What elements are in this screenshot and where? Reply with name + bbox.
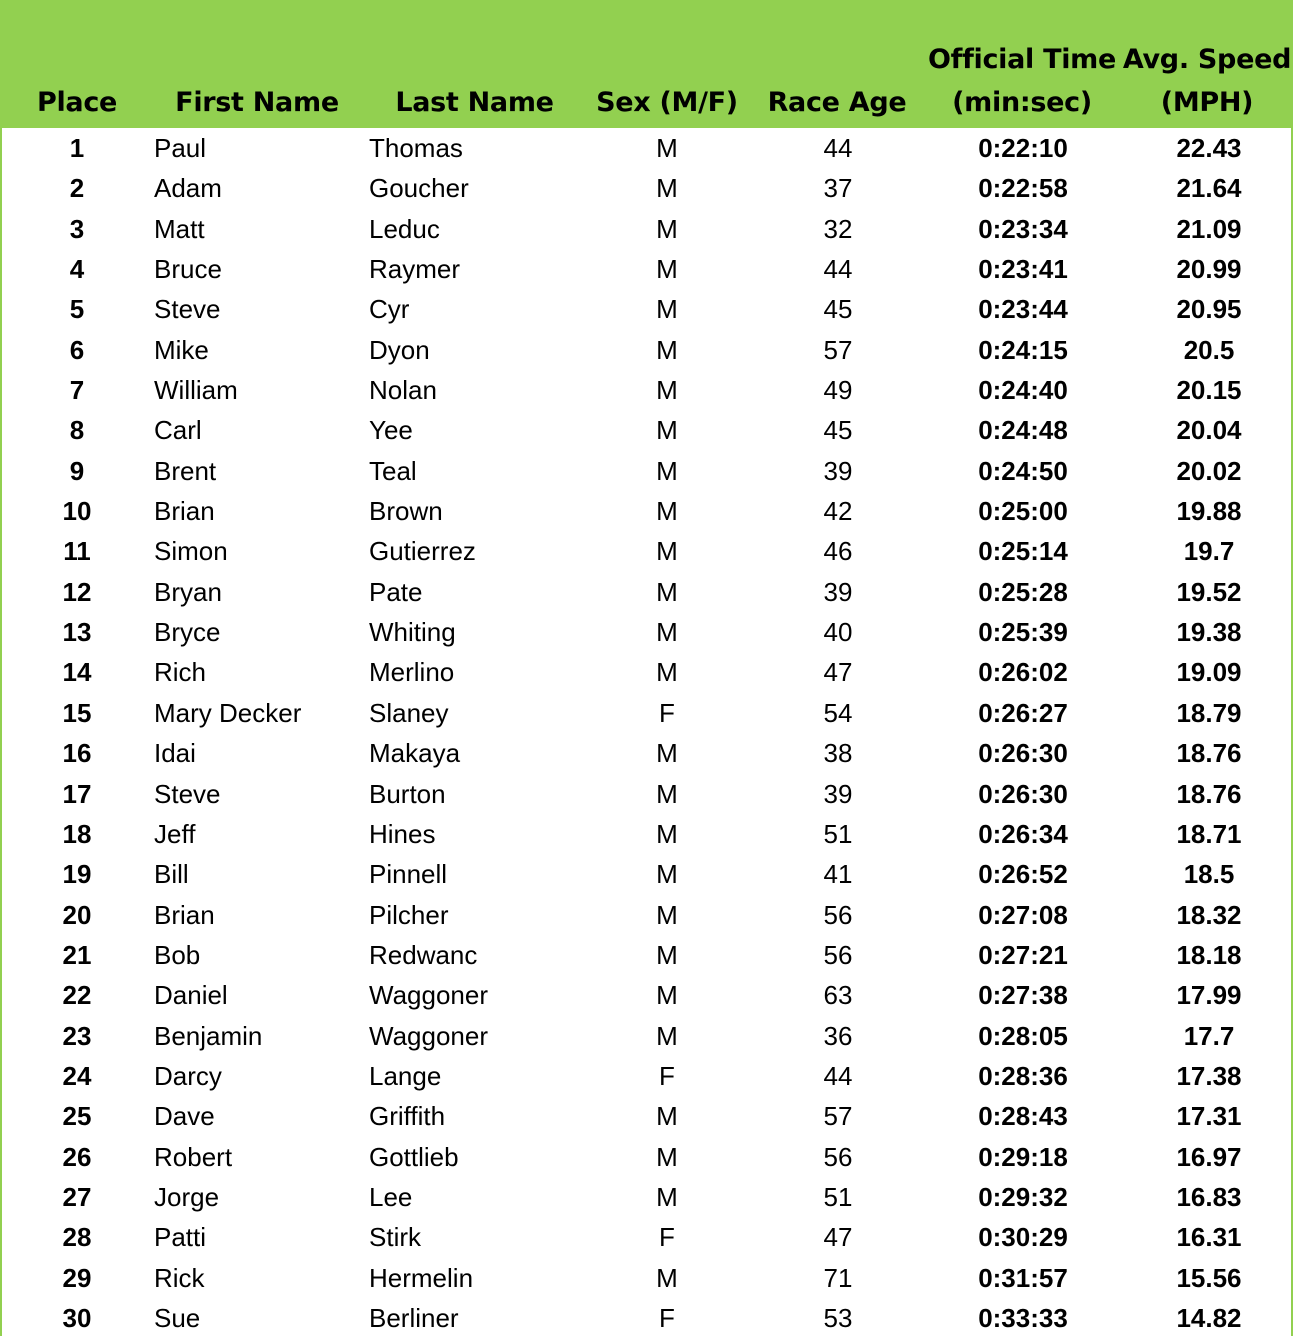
avg-speed-cell: 18.71 — [1176, 818, 1242, 849]
race-age-cell: 40 — [823, 617, 853, 648]
avg-speed-cell: 16.83 — [1176, 1181, 1242, 1212]
place-cell: 29 — [62, 1262, 92, 1293]
sex-cell: M — [656, 1101, 678, 1132]
official-time-cell: 0:27:38 — [978, 980, 1068, 1011]
table-row — [2, 612, 1293, 652]
first-name-cell: Steve — [154, 294, 221, 325]
first-name-cell: Bryan — [154, 576, 222, 607]
sex-cell: M — [656, 375, 678, 406]
avg-speed-cell: 20.95 — [1176, 294, 1242, 325]
race-age-cell: 56 — [823, 939, 853, 970]
last-name-cell: Gottlieb — [369, 1141, 459, 1172]
last-name-cell: Waggoner — [369, 980, 488, 1011]
first-name-cell: Rick — [154, 1262, 205, 1293]
avg-speed-cell: 15.56 — [1176, 1262, 1242, 1293]
official-time-cell: 0:22:58 — [978, 173, 1068, 204]
official-time-cell: 0:26:02 — [978, 657, 1068, 688]
sex-cell: M — [656, 173, 678, 204]
column-header-avg-speed: Avg. Speed (MPH) — [1122, 44, 1292, 118]
avg-speed-cell: 19.38 — [1176, 617, 1242, 648]
place-cell: 20 — [62, 899, 92, 930]
official-time-cell: 0:26:34 — [978, 818, 1068, 849]
last-name-cell: Merlino — [369, 657, 455, 688]
first-name-cell: Dave — [154, 1101, 215, 1132]
last-name-cell: Hines — [369, 818, 436, 849]
official-time-cell: 0:33:33 — [978, 1302, 1068, 1333]
avg-speed-cell: 18.76 — [1176, 738, 1242, 769]
table-row — [2, 1137, 1293, 1177]
official-time-cell: 0:24:40 — [978, 375, 1068, 406]
official-time-cell: 0:23:44 — [978, 294, 1068, 325]
place-cell: 16 — [62, 738, 92, 769]
sex-cell: M — [656, 859, 678, 890]
official-time-cell: 0:26:30 — [978, 778, 1068, 809]
race-age-cell: 39 — [823, 576, 853, 607]
first-name-cell: William — [154, 375, 238, 406]
first-name-cell: Idai — [154, 738, 196, 769]
first-name-cell: Jeff — [154, 818, 196, 849]
first-name-cell: Darcy — [154, 1060, 222, 1091]
race-age-cell: 41 — [823, 859, 853, 890]
official-time-cell: 0:26:52 — [978, 859, 1068, 890]
table-row — [2, 895, 1293, 935]
official-time-cell: 0:26:30 — [978, 738, 1068, 769]
sex-cell: F — [659, 1302, 675, 1333]
last-name-cell: Raymer — [369, 254, 461, 285]
place-cell: 13 — [62, 617, 92, 648]
sex-cell: M — [656, 1181, 678, 1212]
place-cell: 22 — [62, 980, 92, 1011]
official-time-cell: 0:23:34 — [978, 213, 1068, 244]
first-name-cell: Adam — [154, 173, 222, 204]
official-time-cell: 0:24:50 — [978, 455, 1068, 486]
table-body — [2, 128, 1293, 1338]
race-age-cell: 45 — [823, 415, 853, 446]
avg-speed-cell: 16.97 — [1176, 1141, 1242, 1172]
table-row — [2, 330, 1293, 370]
last-name-cell: Goucher — [369, 173, 469, 204]
place-cell: 17 — [62, 778, 92, 809]
avg-speed-cell: 20.5 — [1183, 334, 1235, 365]
sex-cell: M — [656, 1020, 678, 1051]
place-cell: 10 — [62, 496, 92, 527]
table-row — [2, 975, 1293, 1015]
sex-cell: M — [656, 133, 678, 163]
official-time-cell: 0:24:15 — [978, 334, 1068, 365]
sex-cell: M — [656, 617, 678, 648]
first-name-cell: Mike — [154, 334, 209, 365]
last-name-cell: Yee — [369, 415, 413, 446]
race-age-cell: 44 — [823, 254, 853, 285]
race-age-cell: 49 — [823, 375, 853, 406]
place-cell: 2 — [69, 173, 85, 204]
sex-cell: M — [656, 334, 678, 365]
first-name-cell: Daniel — [154, 980, 228, 1011]
official-time-cell: 0:25:28 — [978, 576, 1068, 607]
avg-speed-cell: 21.09 — [1176, 213, 1242, 244]
sex-cell: M — [656, 294, 678, 325]
first-name-cell: Bob — [154, 939, 201, 970]
race-age-cell: 56 — [823, 1141, 853, 1172]
last-name-cell: Thomas — [369, 133, 463, 163]
column-header-last-name: Last Name — [395, 87, 554, 118]
official-time-cell: 0:25:39 — [978, 617, 1068, 648]
avg-speed-cell: 18.76 — [1176, 778, 1242, 809]
place-cell: 15 — [62, 697, 92, 728]
race-age-cell: 37 — [823, 173, 853, 204]
avg-speed-cell: 14.82 — [1176, 1302, 1242, 1333]
race-age-cell: 63 — [823, 980, 853, 1011]
place-cell: 26 — [62, 1141, 92, 1172]
sex-cell: M — [656, 899, 678, 930]
table-row — [2, 935, 1293, 975]
avg-speed-cell: 18.18 — [1176, 939, 1242, 970]
official-time-cell: 0:24:48 — [978, 415, 1068, 446]
official-time-cell: 0:29:18 — [978, 1141, 1068, 1172]
table-row — [2, 209, 1293, 249]
official-time-cell: 0:28:43 — [978, 1101, 1068, 1132]
last-name-cell: Brown — [369, 496, 443, 527]
last-name-cell: Pilcher — [369, 899, 449, 930]
place-cell: 4 — [69, 254, 85, 285]
place-cell: 3 — [69, 213, 85, 244]
table-row — [2, 168, 1293, 208]
race-age-cell: 44 — [823, 133, 853, 163]
sex-cell: M — [656, 738, 678, 769]
table-row — [2, 1258, 1293, 1298]
race-age-cell: 44 — [823, 1060, 853, 1091]
first-name-cell: Bill — [154, 859, 189, 890]
race-age-cell: 39 — [823, 455, 853, 486]
avg-speed-cell: 19.09 — [1176, 657, 1242, 688]
place-cell: 1 — [69, 133, 85, 163]
place-cell: 9 — [69, 455, 85, 486]
place-cell: 23 — [62, 1020, 92, 1051]
avg-speed-cell: 20.04 — [1176, 415, 1242, 446]
column-header-official-time: Official Time (min:sec) — [927, 44, 1117, 118]
last-name-cell: Redwanc — [369, 939, 478, 970]
sex-cell: M — [656, 1141, 678, 1172]
official-time-cell: 0:23:41 — [978, 254, 1068, 285]
last-name-cell: Waggoner — [369, 1020, 488, 1051]
place-cell: 8 — [69, 415, 85, 446]
first-name-cell: Brian — [154, 496, 215, 527]
official-time-cell: 0:28:05 — [978, 1020, 1068, 1051]
avg-speed-cell: 20.15 — [1176, 375, 1242, 406]
first-name-cell: Matt — [154, 213, 205, 244]
race-age-cell: 51 — [823, 1181, 853, 1212]
sex-cell: M — [656, 254, 678, 285]
place-cell: 12 — [62, 576, 92, 607]
table-row — [2, 289, 1293, 329]
official-time-cell: 0:28:36 — [978, 1060, 1068, 1091]
column-header-sex: Sex (M/F) — [596, 87, 738, 118]
place-cell: 21 — [62, 939, 92, 970]
table-row — [2, 652, 1293, 692]
table-row — [2, 451, 1293, 491]
first-name-cell: Benjamin — [154, 1020, 263, 1051]
race-age-cell: 57 — [823, 1101, 853, 1132]
first-name-cell: Bruce — [154, 254, 222, 285]
column-header-race-age: Race Age — [767, 87, 907, 118]
last-name-cell: Burton — [369, 778, 446, 809]
last-name-cell: Slaney — [369, 697, 449, 728]
first-name-cell: Mary Decker — [154, 697, 302, 728]
place-cell: 7 — [69, 375, 85, 406]
official-time-cell: 0:25:14 — [978, 536, 1068, 567]
race-age-cell: 71 — [823, 1262, 853, 1293]
avg-speed-cell: 18.79 — [1176, 697, 1242, 728]
table-row — [2, 1096, 1293, 1136]
table-row — [2, 572, 1293, 612]
table-row — [2, 1298, 1293, 1338]
official-time-cell: 0:31:57 — [978, 1262, 1068, 1293]
sex-cell: M — [656, 1262, 678, 1293]
avg-speed-cell: 19.88 — [1176, 496, 1242, 527]
last-name-cell: Makaya — [369, 738, 461, 769]
first-name-cell: Steve — [154, 778, 221, 809]
sex-cell: F — [659, 1222, 675, 1253]
sex-cell: F — [659, 1060, 675, 1091]
table-row — [2, 1217, 1293, 1257]
last-name-cell: Lee — [369, 1181, 413, 1212]
race-age-cell: 42 — [823, 496, 853, 527]
first-name-cell: Patti — [154, 1222, 207, 1253]
official-time-cell: 0:26:27 — [978, 697, 1068, 728]
table-row — [2, 733, 1293, 773]
column-header-place: Place — [36, 87, 118, 118]
table-row — [2, 1056, 1293, 1096]
column-header-first-name: First Name — [175, 87, 339, 118]
first-name-cell: Brent — [154, 455, 217, 486]
official-time-cell: 0:27:08 — [978, 899, 1068, 930]
last-name-cell: Stirk — [369, 1222, 421, 1253]
race-age-cell: 32 — [823, 213, 853, 244]
last-name-cell: Griffith — [369, 1101, 446, 1132]
avg-speed-cell: 16.31 — [1176, 1222, 1242, 1253]
last-name-cell: Lange — [369, 1060, 442, 1091]
avg-speed-cell: 20.02 — [1176, 455, 1242, 486]
sex-cell: M — [656, 455, 678, 486]
last-name-cell: Berliner — [369, 1302, 459, 1333]
avg-speed-cell: 19.7 — [1183, 536, 1235, 567]
place-cell: 11 — [63, 536, 91, 567]
race-age-cell: 38 — [823, 738, 853, 769]
official-time-cell: 0:30:29 — [978, 1222, 1068, 1253]
last-name-cell: Pinnell — [369, 859, 448, 890]
sex-cell: M — [656, 778, 678, 809]
first-name-cell: Paul — [154, 133, 207, 163]
last-name-cell: Pate — [369, 576, 423, 607]
race-age-cell: 47 — [823, 1222, 853, 1253]
place-cell: 27 — [62, 1181, 92, 1212]
table-row — [2, 128, 1293, 168]
sex-cell: M — [656, 576, 678, 607]
race-age-cell: 53 — [823, 1302, 853, 1333]
official-time-cell: 0:29:32 — [978, 1181, 1068, 1212]
official-time-cell: 0:22:10 — [978, 133, 1068, 163]
avg-speed-cell: 18.32 — [1176, 899, 1242, 930]
last-name-cell: Nolan — [369, 375, 437, 406]
last-name-cell: Teal — [369, 455, 417, 486]
first-name-cell: Simon — [154, 536, 228, 567]
race-age-cell: 56 — [823, 899, 853, 930]
last-name-cell: Dyon — [369, 334, 430, 365]
table-row — [2, 774, 1293, 814]
table-row — [2, 693, 1293, 733]
avg-speed-cell: 19.52 — [1176, 576, 1242, 607]
race-age-cell: 54 — [823, 697, 853, 728]
last-name-cell: Leduc — [369, 213, 440, 244]
last-name-cell: Gutierrez — [369, 536, 476, 567]
place-cell: 30 — [62, 1302, 92, 1333]
place-cell: 6 — [69, 334, 85, 365]
table-row — [2, 491, 1293, 531]
first-name-cell: Robert — [154, 1141, 233, 1172]
first-name-cell: Brian — [154, 899, 215, 930]
sex-cell: M — [656, 213, 678, 244]
table-row — [2, 531, 1293, 571]
table-row — [2, 854, 1293, 894]
sex-cell: M — [656, 818, 678, 849]
table-header — [2, 0, 1293, 128]
place-cell: 18 — [62, 818, 92, 849]
last-name-cell: Hermelin — [369, 1262, 474, 1293]
sex-cell: M — [656, 415, 678, 446]
avg-speed-cell: 18.5 — [1183, 859, 1235, 890]
official-time-cell: 0:25:00 — [978, 496, 1068, 527]
last-name-cell: Cyr — [369, 294, 410, 325]
place-cell: 25 — [62, 1101, 92, 1132]
race-age-cell: 45 — [823, 294, 853, 325]
sex-cell: M — [656, 536, 678, 567]
first-name-cell: Jorge — [154, 1181, 220, 1212]
race-age-cell: 51 — [823, 818, 853, 849]
avg-speed-cell: 17.7 — [1183, 1020, 1235, 1051]
table-row — [2, 370, 1293, 410]
table-row — [2, 249, 1293, 289]
place-cell: 24 — [62, 1060, 92, 1091]
first-name-cell: Rich — [154, 657, 207, 688]
sex-cell: F — [659, 697, 675, 728]
first-name-cell: Carl — [154, 415, 202, 446]
official-time-cell: 0:27:21 — [978, 939, 1068, 970]
sex-cell: M — [656, 939, 678, 970]
avg-speed-cell: 22.43 — [1176, 133, 1242, 163]
first-name-cell: Bryce — [154, 617, 221, 648]
table-row — [2, 410, 1293, 450]
sex-cell: M — [656, 657, 678, 688]
sex-cell: M — [656, 496, 678, 527]
avg-speed-cell: 17.99 — [1176, 980, 1242, 1011]
first-name-cell: Sue — [154, 1302, 201, 1333]
avg-speed-cell: 21.64 — [1176, 173, 1242, 204]
race-age-cell: 46 — [823, 536, 853, 567]
sex-cell: M — [656, 980, 678, 1011]
place-cell: 19 — [62, 859, 92, 890]
avg-speed-cell: 20.99 — [1176, 254, 1242, 285]
avg-speed-cell: 17.31 — [1176, 1101, 1242, 1132]
place-cell: 28 — [62, 1222, 92, 1253]
place-cell: 14 — [62, 657, 92, 688]
table-row — [2, 1177, 1293, 1217]
table-row — [2, 1016, 1293, 1056]
avg-speed-cell: 17.38 — [1176, 1060, 1242, 1091]
last-name-cell: Whiting — [369, 617, 456, 648]
race-age-cell: 47 — [823, 657, 853, 688]
place-cell: 5 — [69, 294, 85, 325]
race-age-cell: 57 — [823, 334, 853, 365]
race-age-cell: 36 — [823, 1020, 853, 1051]
table-row — [2, 814, 1293, 854]
race-age-cell: 39 — [823, 778, 853, 809]
